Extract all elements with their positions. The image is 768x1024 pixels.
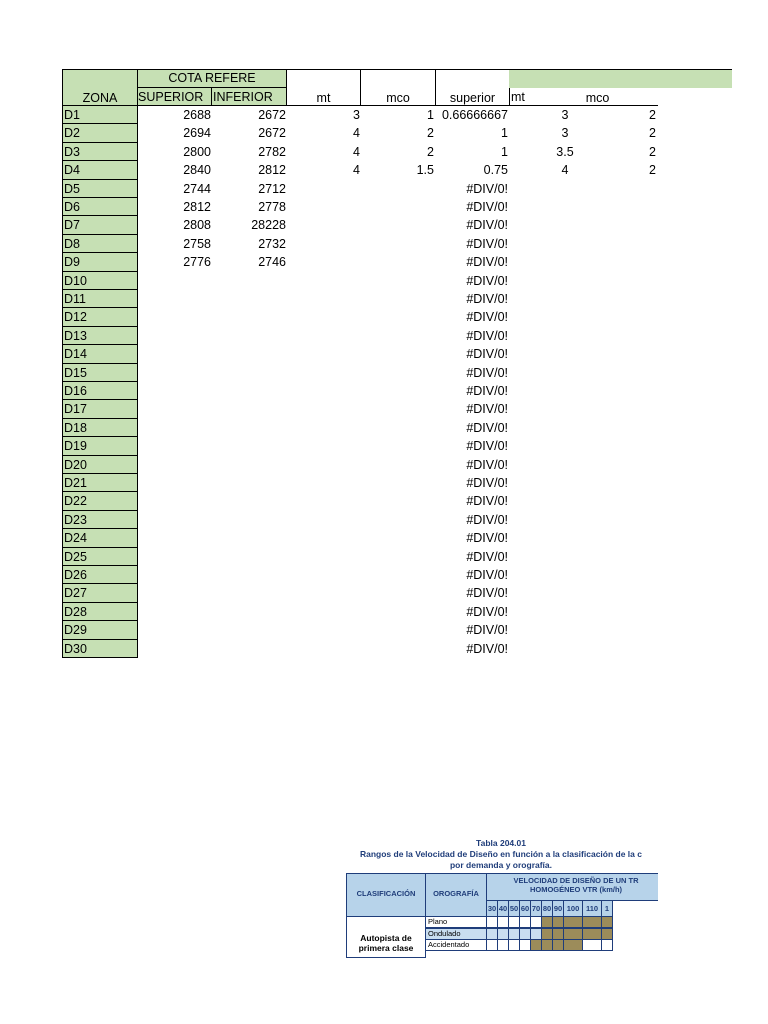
superior-ratio-value[interactable]: #DIV/0!	[466, 476, 508, 490]
inferior-value[interactable]: 2778	[258, 200, 286, 214]
superior-value[interactable]: 2758	[183, 236, 211, 251]
classification-cell: Autopista de primera clase	[346, 916, 426, 958]
mco2-value[interactable]: 2	[649, 108, 656, 122]
superior-ratio-value[interactable]: #DIV/0!	[466, 236, 508, 251]
speed-header-cell: 1	[601, 900, 613, 917]
superior-ratio-value[interactable]: 1	[501, 144, 508, 159]
superior-ratio-value[interactable]: #DIV/0!	[466, 531, 508, 546]
superior-ratio-value[interactable]: #DIV/0!	[466, 512, 508, 527]
superior-ratio-value[interactable]: #DIV/0!	[466, 623, 508, 638]
superior-value[interactable]: 2776	[183, 255, 211, 270]
superior-ratio-value[interactable]: #DIV/0!	[466, 200, 508, 214]
superior-value[interactable]: 2694	[183, 126, 211, 141]
mt2-value[interactable]: 3	[561, 126, 569, 141]
mt-value[interactable]: 3	[353, 108, 360, 122]
speed-range-cell	[563, 928, 583, 940]
inferior-header-label: INFERIOR	[213, 90, 273, 104]
speed-header-cell: 50	[508, 900, 520, 917]
superior-value[interactable]: 2812	[183, 200, 211, 214]
superior-value[interactable]: 2840	[183, 163, 211, 178]
superior-value[interactable]: 2800	[183, 144, 211, 159]
zona-cell[interactable]: D8	[62, 235, 138, 253]
zona-cell[interactable]: D3	[62, 143, 138, 161]
mt2-header-label: mt	[511, 90, 525, 104]
speed-range-cell	[601, 939, 613, 951]
superior-ratio-value[interactable]: #DIV/0!	[466, 181, 508, 196]
inferior-value[interactable]: 2782	[258, 144, 286, 159]
zona-cell[interactable]: D2	[62, 124, 138, 142]
speed-header-cell: 70	[530, 900, 542, 917]
zona-cell[interactable]: D14	[62, 345, 138, 363]
terrain-label: Ondulado	[425, 928, 487, 940]
mt2-value[interactable]: 3	[561, 108, 569, 122]
speed-header-cell: 60	[519, 900, 531, 917]
zona-cell[interactable]: D15	[62, 364, 138, 382]
mt2-value[interactable]: 3.5	[556, 144, 574, 159]
zona-cell[interactable]: D19	[62, 437, 138, 455]
mt-value[interactable]: 4	[353, 126, 360, 141]
inferior-value[interactable]: 2712	[258, 181, 286, 196]
zona-cell[interactable]: D23	[62, 511, 138, 529]
inferior-value[interactable]: 28228	[251, 218, 286, 233]
superior-ratio-value[interactable]: #DIV/0!	[466, 457, 508, 472]
superior-ratio-value[interactable]: 0.66666667	[441, 108, 508, 122]
superior-ratio-value[interactable]: #DIV/0!	[466, 328, 508, 343]
superior-ratio-value[interactable]: 0.75	[483, 163, 508, 178]
zona-cell[interactable]: D20	[62, 456, 138, 474]
superior-ratio-value[interactable]: #DIV/0!	[466, 255, 508, 270]
zona-cell[interactable]: D24	[62, 529, 138, 547]
superior-value[interactable]: 2688	[183, 108, 211, 122]
speed-header-cell: 100	[563, 900, 583, 917]
zona-header-label: ZONA	[82, 91, 118, 105]
zona-cell[interactable]: D16	[62, 382, 138, 400]
velocity-table-image	[346, 838, 658, 958]
zona-cell[interactable]: D28	[62, 603, 138, 621]
superior-ratio-value[interactable]: #DIV/0!	[466, 218, 508, 233]
inferior-value[interactable]: 2672	[258, 126, 286, 141]
green-fill-cell[interactable]	[509, 69, 732, 88]
zona-cell[interactable]: D11	[62, 290, 138, 308]
speed-range-cell	[582, 916, 602, 928]
inferior-value[interactable]: 2746	[258, 255, 286, 270]
zona-cell[interactable]: D1	[62, 106, 138, 124]
zona-cell[interactable]: D7	[62, 216, 138, 234]
mco2-header-label: mco	[585, 91, 610, 105]
terrain-label: Plano	[425, 916, 487, 928]
mco-value[interactable]: 2	[427, 126, 434, 141]
superior-ratio-value[interactable]: #DIV/0!	[466, 420, 508, 435]
superior-ratio-value[interactable]: #DIV/0!	[466, 586, 508, 601]
clasificacion-header: CLASIFICACIÓN	[346, 873, 426, 917]
mt-header-label: mt	[316, 91, 331, 105]
speed-range-cell	[563, 939, 583, 951]
inferior-value[interactable]: 2672	[258, 108, 286, 122]
superior-value[interactable]: 2808	[183, 218, 211, 233]
terrain-label: Accidentado	[425, 939, 487, 951]
orografia-header: OROGRAFÍA	[425, 873, 487, 917]
table-caption-line2: por demanda y orografía.	[449, 860, 553, 870]
zona-cell[interactable]: D30	[62, 640, 138, 658]
zona-cell[interactable]: D17	[62, 400, 138, 418]
superior-ratio-value[interactable]: #DIV/0!	[466, 310, 508, 325]
speed-range-cell	[563, 916, 583, 928]
superior-ratio-value[interactable]: #DIV/0!	[466, 439, 508, 454]
zona-cell[interactable]: D9	[62, 253, 138, 271]
velocidad-header: VELOCIDAD DE DISEÑO DE UN TR HOMOGÉNEO VTR (km/h)	[486, 873, 658, 901]
mco-value[interactable]: 1	[427, 108, 434, 122]
superior-ratio-value[interactable]: #DIV/0!	[466, 549, 508, 564]
zona-cell[interactable]: D5	[62, 180, 138, 198]
superior-ratio-value[interactable]: #DIV/0!	[466, 494, 508, 509]
speed-range-cell	[601, 928, 613, 940]
zona-cell[interactable]: D27	[62, 584, 138, 602]
speed-header-cell: 30	[486, 900, 498, 917]
inferior-value[interactable]: 2732	[258, 236, 286, 251]
superior-header-label: SUPERIOR	[138, 90, 204, 104]
superior-ratio-value[interactable]: 1	[501, 126, 508, 141]
superior-ratio-value[interactable]: #DIV/0!	[466, 641, 508, 656]
speed-range-cell	[601, 916, 613, 928]
superior-ratio-header-label: superior	[449, 91, 496, 105]
zona-cell[interactable]: D18	[62, 419, 138, 437]
speed-header-cell: 90	[552, 900, 564, 917]
mco-value[interactable]: 2	[427, 144, 434, 159]
superior-ratio-value[interactable]: #DIV/0!	[466, 604, 508, 619]
mco-value[interactable]: 1.5	[416, 163, 434, 178]
superior-ratio-value[interactable]: #DIV/0!	[466, 365, 508, 380]
mco2-value[interactable]: 2	[649, 144, 656, 159]
zona-cell[interactable]: D26	[62, 566, 138, 584]
zona-cell[interactable]: D12	[62, 308, 138, 326]
speed-range-cell	[582, 928, 602, 940]
inferior-value[interactable]: 2812	[258, 163, 286, 178]
speed-header-cell: 40	[497, 900, 509, 917]
superior-ratio-value[interactable]: #DIV/0!	[466, 384, 508, 398]
zona-cell[interactable]: D10	[62, 272, 138, 290]
speed-header-cell: 80	[541, 900, 553, 917]
superior-ratio-value[interactable]: #DIV/0!	[466, 402, 508, 417]
table-caption-line1: Rangos de la Velocidad de Diseño en función a la clasificación de la c	[359, 849, 642, 859]
speed-header-cell: 110	[582, 900, 602, 917]
mt-value[interactable]: 4	[353, 163, 360, 178]
zona-cell[interactable]: D29	[62, 621, 138, 639]
mco2-value[interactable]: 2	[649, 163, 656, 178]
mco2-value[interactable]: 2	[649, 126, 656, 141]
table-number: Tabla 204.01	[476, 838, 526, 848]
zona-cell[interactable]: D21	[62, 474, 138, 492]
superior-ratio-value[interactable]: #DIV/0!	[466, 568, 508, 582]
zona-cell[interactable]: D6	[62, 198, 138, 216]
zona-cell[interactable]: D4	[62, 161, 138, 179]
superior-ratio-value[interactable]: #DIV/0!	[466, 292, 508, 306]
zona-cell[interactable]: D22	[62, 492, 138, 510]
zona-cell[interactable]: D25	[62, 548, 138, 566]
superior-ratio-value[interactable]: #DIV/0!	[466, 347, 508, 362]
superior-value[interactable]: 2744	[183, 181, 211, 196]
mco-header-label: mco	[386, 91, 410, 105]
mt-value[interactable]: 4	[353, 144, 360, 159]
superior-ratio-value[interactable]: #DIV/0!	[466, 273, 508, 288]
zona-cell[interactable]: D13	[62, 327, 138, 345]
speed-range-cell	[582, 939, 602, 951]
mt2-value[interactable]: 4	[561, 163, 569, 178]
cota-referencia-label: COTA REFERE	[168, 71, 256, 85]
